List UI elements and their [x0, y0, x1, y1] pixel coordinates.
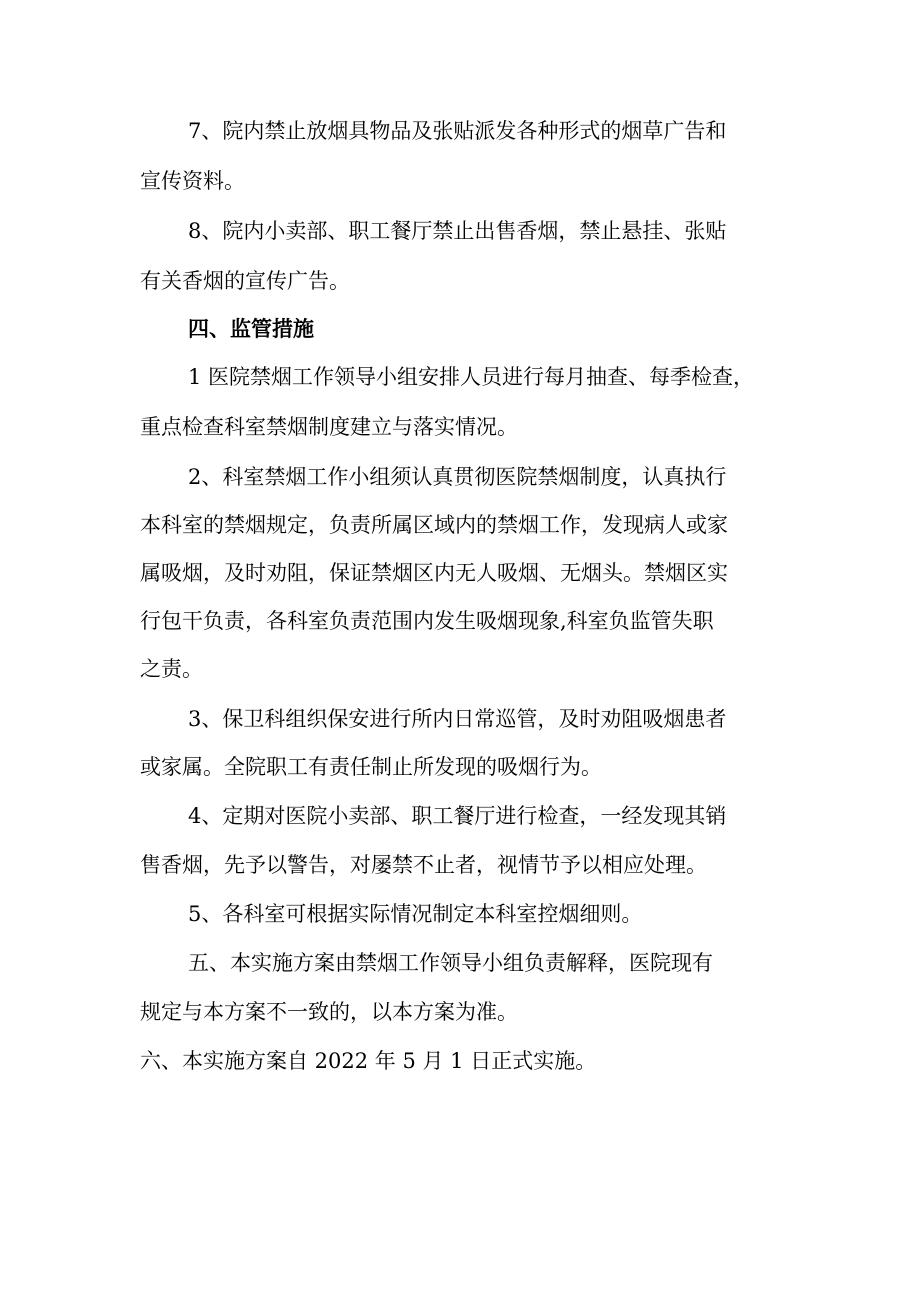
text-line: 有关香烟的宣传广告。	[140, 269, 350, 293]
text-line: 规定与本方案不一致的，以本方案为准。	[140, 1000, 518, 1024]
text-line: 5、各科室可根据实际情况制定本科室控烟细则。	[188, 902, 643, 926]
text-line: 之责。	[140, 657, 203, 681]
text-line: 4、定期对医院小卖部、职工餐厅进行检查，一经发现其销	[188, 804, 727, 828]
text-line: 2、科室禁烟工作小组须认真贯彻医院禁烟制度，认真执行	[188, 465, 727, 489]
text-line: 3、保卫科组织保安进行所内日常巡管，及时劝阻吸烟患者	[188, 707, 727, 731]
text-line: 售香烟，先予以警告，对屡禁不止者，视情节予以相应处理。	[140, 853, 707, 877]
text-line: 8、院内小卖部、职工餐厅禁止出售香烟，禁止悬挂、张贴	[188, 219, 727, 243]
text-line: 五、本实施方案由禁烟工作领导小组负责解释，医院现有	[188, 951, 713, 975]
section-heading: 四、监管措施	[188, 316, 314, 341]
text-line: 重点检查科室禁烟制度建立与落实情况。	[140, 415, 518, 439]
text-line: 1 医院禁烟工作领导小组安排人员进行每月抽查、每季检查，	[188, 365, 755, 389]
text-line: 宣传资料。	[140, 169, 245, 193]
text-line: 或家属。全院职工有责任制止所发现的吸烟行为。	[140, 755, 602, 779]
text-line: 行包干负责，各科室负责范围内发生吸烟现象,科室负监管失职	[140, 609, 714, 633]
text-line: 属吸烟，及时劝阻，保证禁烟区内无人吸烟、无烟头。禁烟区实	[140, 561, 728, 585]
text-line: 7、院内禁止放烟具物品及张贴派发各种形式的烟草广告和	[188, 119, 727, 143]
text-line: 本科室的禁烟规定，负责所属区域内的禁烟工作，发现病人或家	[140, 513, 728, 537]
text-line: 六、本实施方案自 2022 年 5 月 1 日正式实施。	[140, 1049, 597, 1073]
